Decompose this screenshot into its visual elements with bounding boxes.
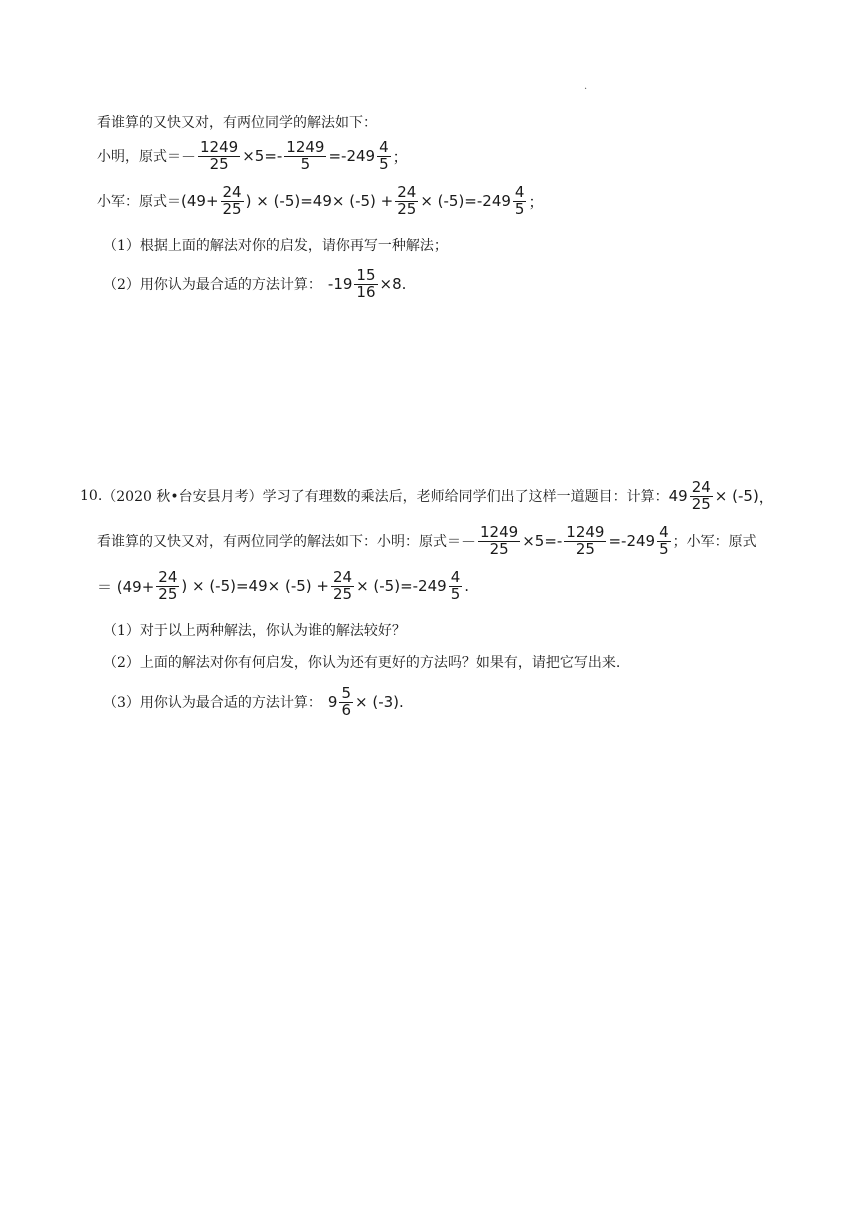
fraction: [564, 525, 606, 558]
denominator: 25: [691, 494, 711, 513]
fraction: [690, 480, 713, 513]
math-text: 9: [327, 693, 338, 712]
fraction: [284, 140, 326, 173]
denominator: 6: [341, 700, 352, 719]
q10-sub3: [103, 686, 404, 719]
denominator: 25: [332, 584, 353, 603]
q10-sub3-math: [328, 686, 404, 719]
q10-xj-math: [97, 570, 469, 603]
numerator: 4: [450, 568, 461, 586]
fraction: [395, 185, 418, 218]
q10-sub3-text: （3）用你认为最合适的方法计算：: [103, 695, 322, 712]
q9-xiaoming-label: 小明，原式＝: [97, 149, 181, 166]
fraction: [156, 570, 179, 603]
q10-sub1-text: （1）对于以上两种解法，你认为谁的解法较好？: [103, 623, 406, 639]
fraction: [449, 570, 463, 603]
numerator: 5: [341, 684, 352, 702]
question-source: （2020 秋•台安县月考）: [102, 489, 263, 506]
denominator: 25: [397, 199, 417, 218]
math-text: (49+: [181, 192, 219, 211]
math-text: .: [464, 577, 470, 596]
numerator: 24: [158, 568, 178, 586]
q9-xiaojun-line: [97, 185, 543, 218]
numerator: 1249: [286, 138, 325, 156]
q10-line2-text: 看谁算的又快又对，有两位同学的解法如下：小明：原式＝: [97, 534, 461, 551]
math-text: =-249: [608, 532, 656, 551]
math-text: ×8: [379, 275, 402, 294]
q9-intro-text: 看谁算的又快又对，有两位同学的解法如下：: [97, 115, 377, 131]
math-text: ；小军：原式: [672, 534, 757, 551]
numerator: 24: [222, 183, 242, 201]
q10-line2: [97, 525, 757, 558]
q9-sub2: [103, 268, 406, 301]
q10-xj-line: [97, 570, 469, 603]
math-text: ，: [758, 487, 774, 506]
fraction: [221, 185, 244, 218]
math-text: 49: [668, 487, 688, 506]
q10-xm-math: [461, 525, 673, 558]
fraction: [331, 570, 354, 603]
numerator: 4: [379, 138, 389, 156]
denominator: 25: [222, 199, 242, 218]
q10-sub2-text: （2）上面的解法对你有何启发，你认为还有更好的方法吗？如果有，请把它写出来.: [103, 655, 621, 671]
math-text: × (-5)=-249: [356, 577, 447, 596]
numerator: 24: [332, 568, 353, 586]
denominator: 16: [356, 282, 376, 301]
math-text: × (-5)=-249: [420, 192, 511, 211]
q9-sub1-text: （1）根据上面的解法对你的启发，请你再写一种解法；: [103, 238, 448, 254]
fraction: [339, 686, 353, 719]
q9-sub2-math: [328, 268, 407, 301]
q10-expr: [669, 480, 774, 513]
q10-sub2: [103, 652, 620, 672]
denominator: 25: [489, 539, 509, 558]
math-text: × (-3): [355, 693, 400, 712]
denominator: 5: [300, 154, 311, 173]
numerator: 15: [356, 266, 376, 284]
math-text: ) × (-5)=49× (-5) +: [181, 577, 329, 596]
question-text: 学习了有理数的乘法后，老师给同学们出了这样一道题目：计算：: [262, 489, 669, 506]
minus-sign: －: [181, 147, 197, 166]
q10-header: [80, 480, 774, 513]
fraction: [478, 525, 520, 558]
math-text: ；: [392, 147, 408, 166]
numerator: 1249: [200, 138, 239, 156]
math-text: -19: [327, 275, 353, 294]
math-text: ；: [528, 192, 544, 211]
denominator: 25: [209, 154, 229, 173]
q9-xj-math: [181, 185, 543, 218]
math-text: × (-5): [714, 487, 759, 506]
numerator: 4: [659, 523, 669, 541]
math-text: ×5=-: [242, 147, 283, 166]
fraction: [513, 185, 527, 218]
q9-intro: [97, 112, 377, 132]
math-text: .: [401, 275, 407, 294]
q9-sub2-text: （2）用你认为最合适的方法计算：: [103, 277, 322, 294]
denominator: 5: [659, 539, 669, 558]
math-text: ＝ (49+: [97, 577, 155, 596]
q9-xm-math: [181, 140, 408, 173]
math-text: ×5=-: [522, 532, 563, 551]
numerator: 1249: [566, 523, 605, 541]
denominator: 5: [450, 584, 461, 603]
numerator: 1249: [480, 523, 519, 541]
denominator: 25: [575, 539, 595, 558]
fraction: [198, 140, 240, 173]
denominator: 25: [158, 584, 178, 603]
q9-xiaojun-label: 小军：原式＝: [97, 194, 181, 211]
fraction: [657, 525, 671, 558]
numerator: 4: [514, 183, 525, 201]
q10-sub1: [103, 620, 406, 640]
math-text: ) × (-5)=49× (-5) +: [245, 192, 394, 211]
fraction: [354, 268, 377, 301]
denominator: 5: [514, 199, 525, 218]
numerator: 24: [691, 478, 711, 496]
q9-sub1: [103, 235, 448, 255]
question-number: 10.: [80, 488, 103, 505]
denominator: 5: [379, 154, 389, 173]
math-text: .: [399, 693, 404, 712]
fraction: [377, 140, 391, 173]
math-text: =-249: [328, 147, 376, 166]
numerator: 24: [397, 183, 417, 201]
page-dot: ·: [584, 84, 588, 95]
minus-sign: －: [461, 532, 477, 551]
q9-xiaoming-line: [97, 140, 408, 173]
